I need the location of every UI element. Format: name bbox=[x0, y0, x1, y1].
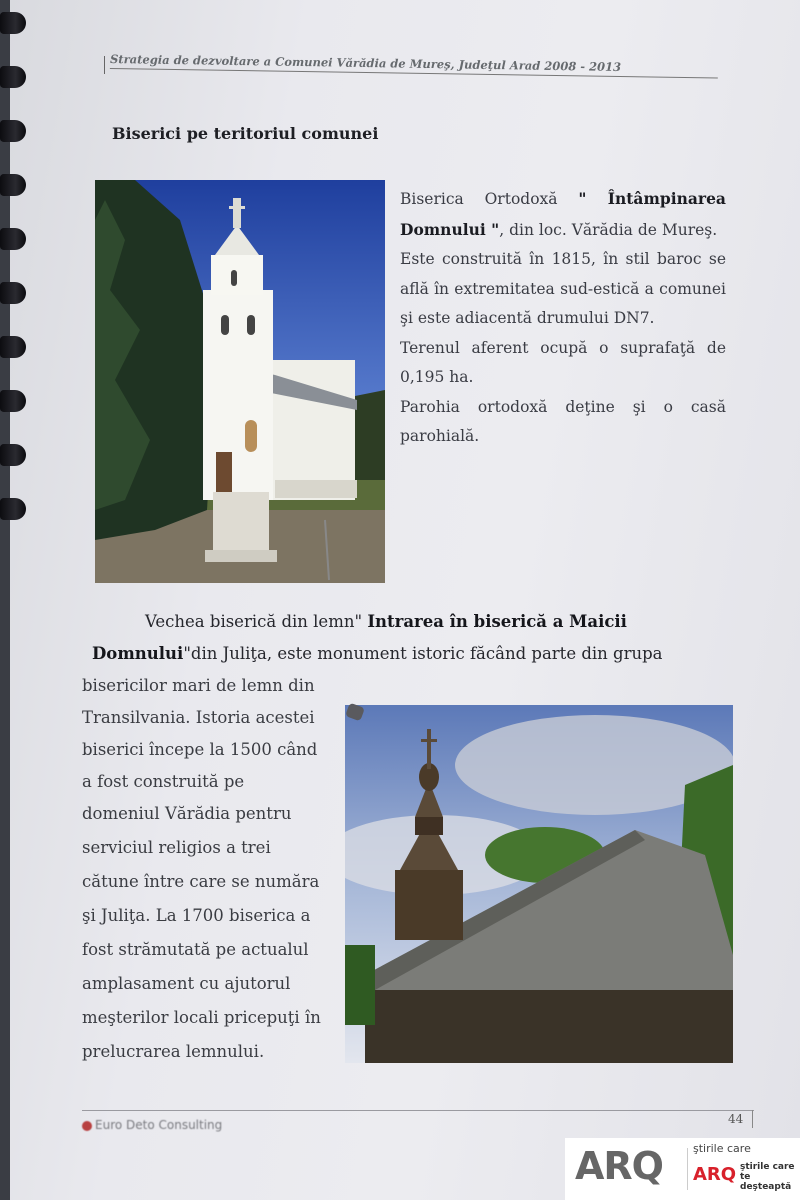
text-line: şi Juliţa. La 1700 biserica a bbox=[82, 906, 311, 925]
text-line: serviciul religios a trei bbox=[82, 838, 271, 857]
wooden-church-name-part2: Domnului bbox=[92, 644, 184, 663]
text-line: amplasament cu ajutorul bbox=[82, 974, 291, 993]
running-header: Strategia de dezvoltare a Comunei Vărădia de Mureş, Judeţul Arad 2008 - 2013 bbox=[110, 52, 718, 79]
wooden-church-photo bbox=[345, 705, 733, 1063]
arq-tagline: ştirile care te deşteaptă bbox=[740, 1162, 795, 1192]
watermark-divider bbox=[687, 1148, 688, 1190]
wooden-church-name-part1: Intrarea în biserică a Maicii bbox=[367, 612, 627, 631]
text-line: cătune între care se număra bbox=[82, 872, 320, 891]
footer-company-logo bbox=[82, 1118, 222, 1132]
page-number: 44 bbox=[728, 1112, 744, 1126]
wooden-church-intro: Vechea biserică din lemn" bbox=[145, 612, 363, 631]
text-line: biserici începe la 1500 când bbox=[82, 740, 318, 759]
church1-construction: Este construită în 1815, în stil baroc se află în extremitatea sud-estică a comunei şi este adiacentă drumului DN7. bbox=[400, 250, 726, 327]
orthodox-church-photo bbox=[95, 180, 385, 583]
orthodox-church-description bbox=[400, 184, 726, 452]
arq-tagline-top: ştirile care bbox=[693, 1142, 751, 1155]
wooden-church-line2-text: "din Juliţa, este monument istoric făcând parte din grupa bbox=[183, 644, 663, 663]
footer-divider-tick bbox=[752, 1110, 753, 1128]
church1-type: Biserica Ortodoxă bbox=[400, 190, 558, 208]
arq-logo-small: ARQ bbox=[693, 1164, 737, 1185]
text-line: prelucrarea lemnului. bbox=[82, 1042, 265, 1061]
wooden-church-line-2 bbox=[92, 644, 663, 663]
church1-land: Terenul aferent ocupă o suprafaţă de 0,195 ha. bbox=[400, 338, 726, 386]
header-divider-tick bbox=[104, 56, 105, 74]
church1-name: " Întâmpinarea Domnului " bbox=[400, 189, 726, 239]
text-line: meşterilor locali pricepuţi în bbox=[82, 1008, 321, 1027]
arq-watermark bbox=[565, 1138, 800, 1200]
footer-divider bbox=[82, 1110, 754, 1111]
spiral-binding bbox=[0, 0, 30, 1200]
text-line: fost strămutată pe actualul bbox=[82, 940, 309, 959]
church1-parish: Parohia ortodoxă deţine şi o casă parohială. bbox=[400, 397, 726, 445]
text-line: domeniul Vărădia pentru bbox=[82, 804, 292, 823]
footer-logo-text: Euro Deto Consulting bbox=[95, 1118, 223, 1132]
church1-location: , din loc. Vărădia de Mureş. bbox=[499, 220, 718, 239]
text-line: a fost construită pe bbox=[82, 772, 245, 791]
arq-logo: ARQ bbox=[575, 1144, 663, 1188]
section-title: Biserici pe teritoriul comunei bbox=[112, 124, 379, 143]
text-line: bisericilor mari de lemn din bbox=[82, 676, 315, 695]
logo-mark-icon bbox=[82, 1121, 92, 1131]
wooden-church-line-1 bbox=[145, 612, 627, 631]
text-line: Transilvania. Istoria acestei bbox=[82, 708, 315, 727]
